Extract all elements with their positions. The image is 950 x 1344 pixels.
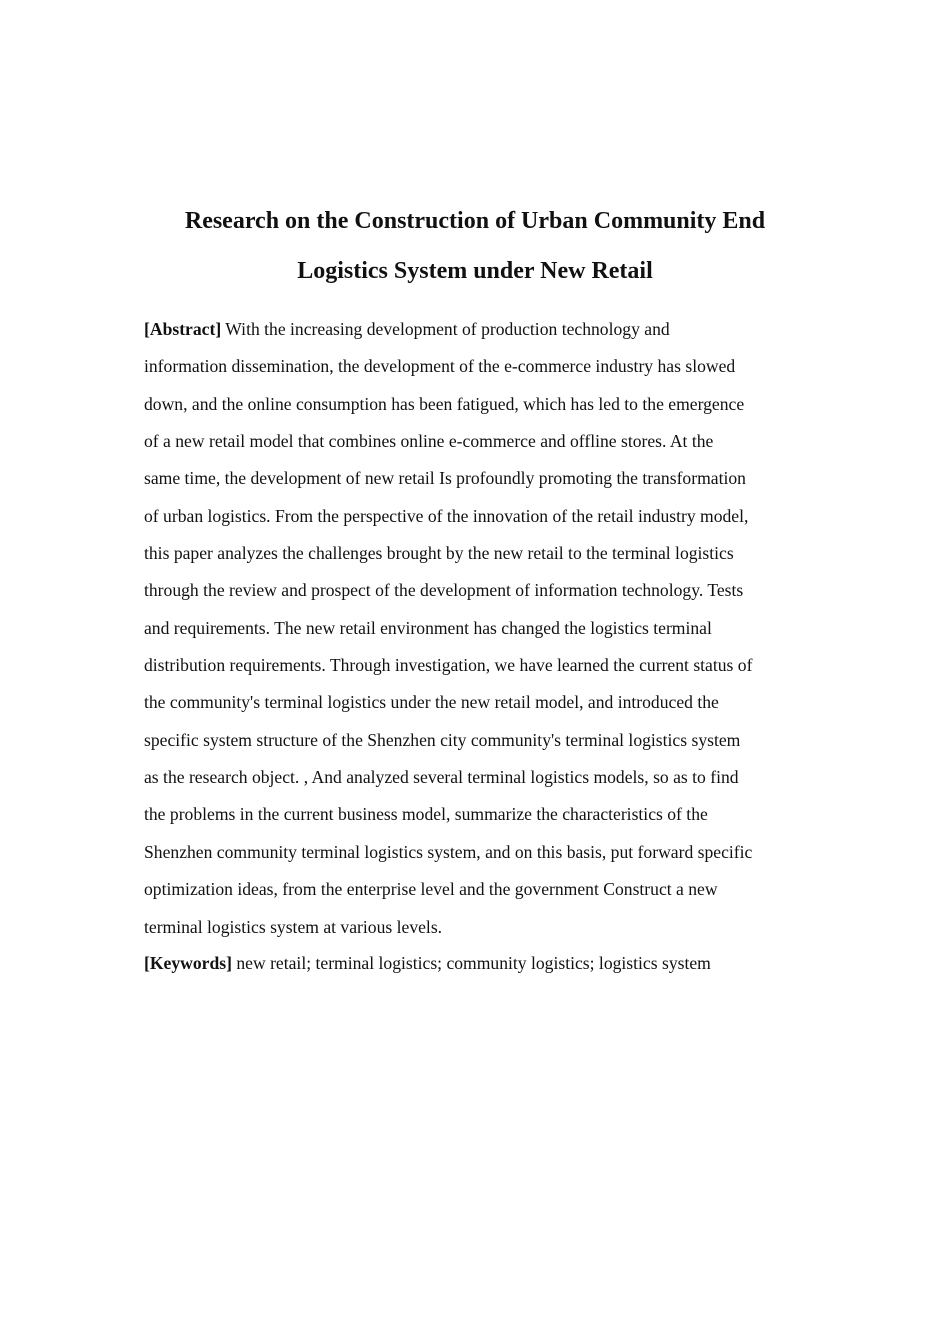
title-line-1: Research on the Construction of Urban Community End [184, 208, 766, 234]
abstract-line: through the review and prospect of the development of information technology. Tests [144, 580, 744, 601]
abstract-line [144, 311, 812, 348]
keywords-paragraph [144, 945, 812, 982]
abstract-line: terminal logistics system at various levels. [144, 916, 443, 937]
abstract-line: this paper analyzes the challenges brought by the new retail to the terminal logistics [144, 543, 734, 564]
abstract-line: as the research object. , And analyzed several terminal logistics models, so as to find [144, 767, 739, 788]
abstract-line: of a new retail model that combines online e-commerce and offline stores. At the [144, 431, 714, 452]
keywords-text: new retail; terminal logistics; community logistics; logistics system [236, 953, 711, 973]
abstract-line: of urban logistics. From the perspective of the innovation of the retail industry model, [144, 505, 749, 526]
abstract-line: and requirements. The new retail environment has changed the logistics terminal [144, 617, 712, 638]
abstract-paragraph [144, 311, 812, 946]
abstract-line: distribution requirements. Through investigation, we have learned the current status of [144, 655, 753, 676]
abstract-label: [Abstract] [144, 319, 222, 339]
abstract-line: optimization ideas, from the enterprise level and the government Construct a new [144, 879, 718, 900]
paper-title [130, 196, 820, 296]
abstract-line: the community's terminal logistics under the new retail model, and introduced the [144, 692, 719, 713]
abstract-line: same time, the development of new retail Is profoundly promoting the transformation [144, 468, 746, 489]
keywords-label: [Keywords] [144, 953, 232, 973]
title-line-2: Logistics System under New Retail [297, 258, 653, 284]
abstract-line-text: With the increasing development of production technology and [225, 319, 670, 339]
abstract-line: Shenzhen community terminal logistics system, and on this basis, put forward specific [144, 841, 753, 862]
abstract-line: down, and the online consumption has been fatigued, which has led to the emergence [144, 393, 745, 414]
abstract-line: information dissemination, the development of the e-commerce industry has slowed [144, 356, 736, 377]
abstract-line: specific system structure of the Shenzhen city community's terminal logistics system [144, 729, 741, 750]
abstract-line: the problems in the current business model, summarize the characteristics of the [144, 804, 708, 825]
